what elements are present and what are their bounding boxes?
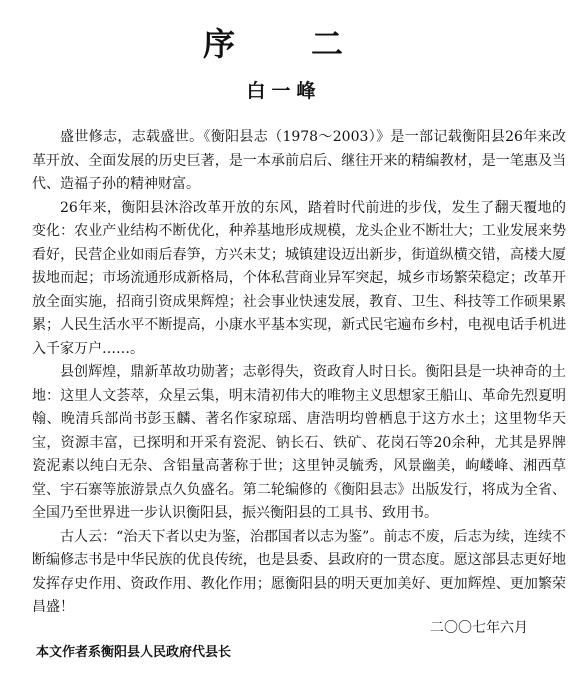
paragraph-3: 县创辉煌，鼎新革故功勋著；志彰得失，资政育人时日长。衡阳县是一块神奇的土地：这里人文荟萃，众星云集，明末清初伟大的唯物主义思想家王船山、革命先烈夏明翰、晚清兵部尚书彭玉麟、著名作家琼瑶、唐浩明均曾栖息于这方水土；这里物华天宝，资源丰富，已探明和开采有瓷泥、钠长石、铁矿、花岗石等20余种，尤其是界牌瓷泥素以纯白无杂、含铝量高著称于世；这里钟灵毓秀，风景幽美，岣嵝峰、湘西草堂、宇石寨等旅游景点久负盛名。第二轮编修的《衡阳县志》出版发行，将成为全省、全国乃至世界进一步认识衡阳县，振兴衡阳县的工具书、致用书。 bbox=[32, 364, 566, 521]
paragraph-1: 盛世修志，志载盛世。《衡阳县志（1978～2003）》是一部记载衡阳县26年来改革开放、全面发展的历史巨著，是一本承前启后、继往开来的精编教材，是一笔惠及当代、造福子孙的精神财富。 bbox=[32, 129, 566, 192]
author-footnote: 本文作者系衡阳县人民政府代县长 bbox=[36, 645, 232, 660]
paragraph-2: 26年来，衡阳县沐浴改革开放的东风，踏着时代前进的步伐，发生了翻天覆地的变化：农业产业结构不断优化，种养基地形成规模，龙头企业不断壮大；工业发展来势看好，民营企业如雨后春笋，方兴未艾；城镇建设迈出新步，街道纵横交错，高楼大厦拔地而起；市场流通形成新格局，个体私营商业异军突起，城乡市场繁荣稳定；改革开放全面实施，招商引资成果辉煌；社会事业快速发展，教育、卫生、科技等工作硕果累累；人民生活水平不断提高，小康水平基本实现，新式民宅遍布乡村，电视电话手机进入千家万户……。 bbox=[32, 199, 566, 357]
body-text bbox=[32, 126, 566, 620]
paragraph-4: 古人云：“治天下者以史为鉴，治郡国者以志为鉴”。前志不废，后志为续，连续不断编修志书是中华民族的优良传统，也是县委、县政府的一贯态度。愿这部县志更好地发挥存史作用、资政作用、教化作用；愿衡阳县的明天更加美好、更加辉煌、更加繁荣昌盛！ bbox=[32, 528, 566, 615]
signature-date: 二〇〇七年六月 bbox=[430, 620, 528, 636]
page-title: 序 二 bbox=[202, 25, 365, 63]
author-name: 白一峰 bbox=[246, 80, 322, 102]
